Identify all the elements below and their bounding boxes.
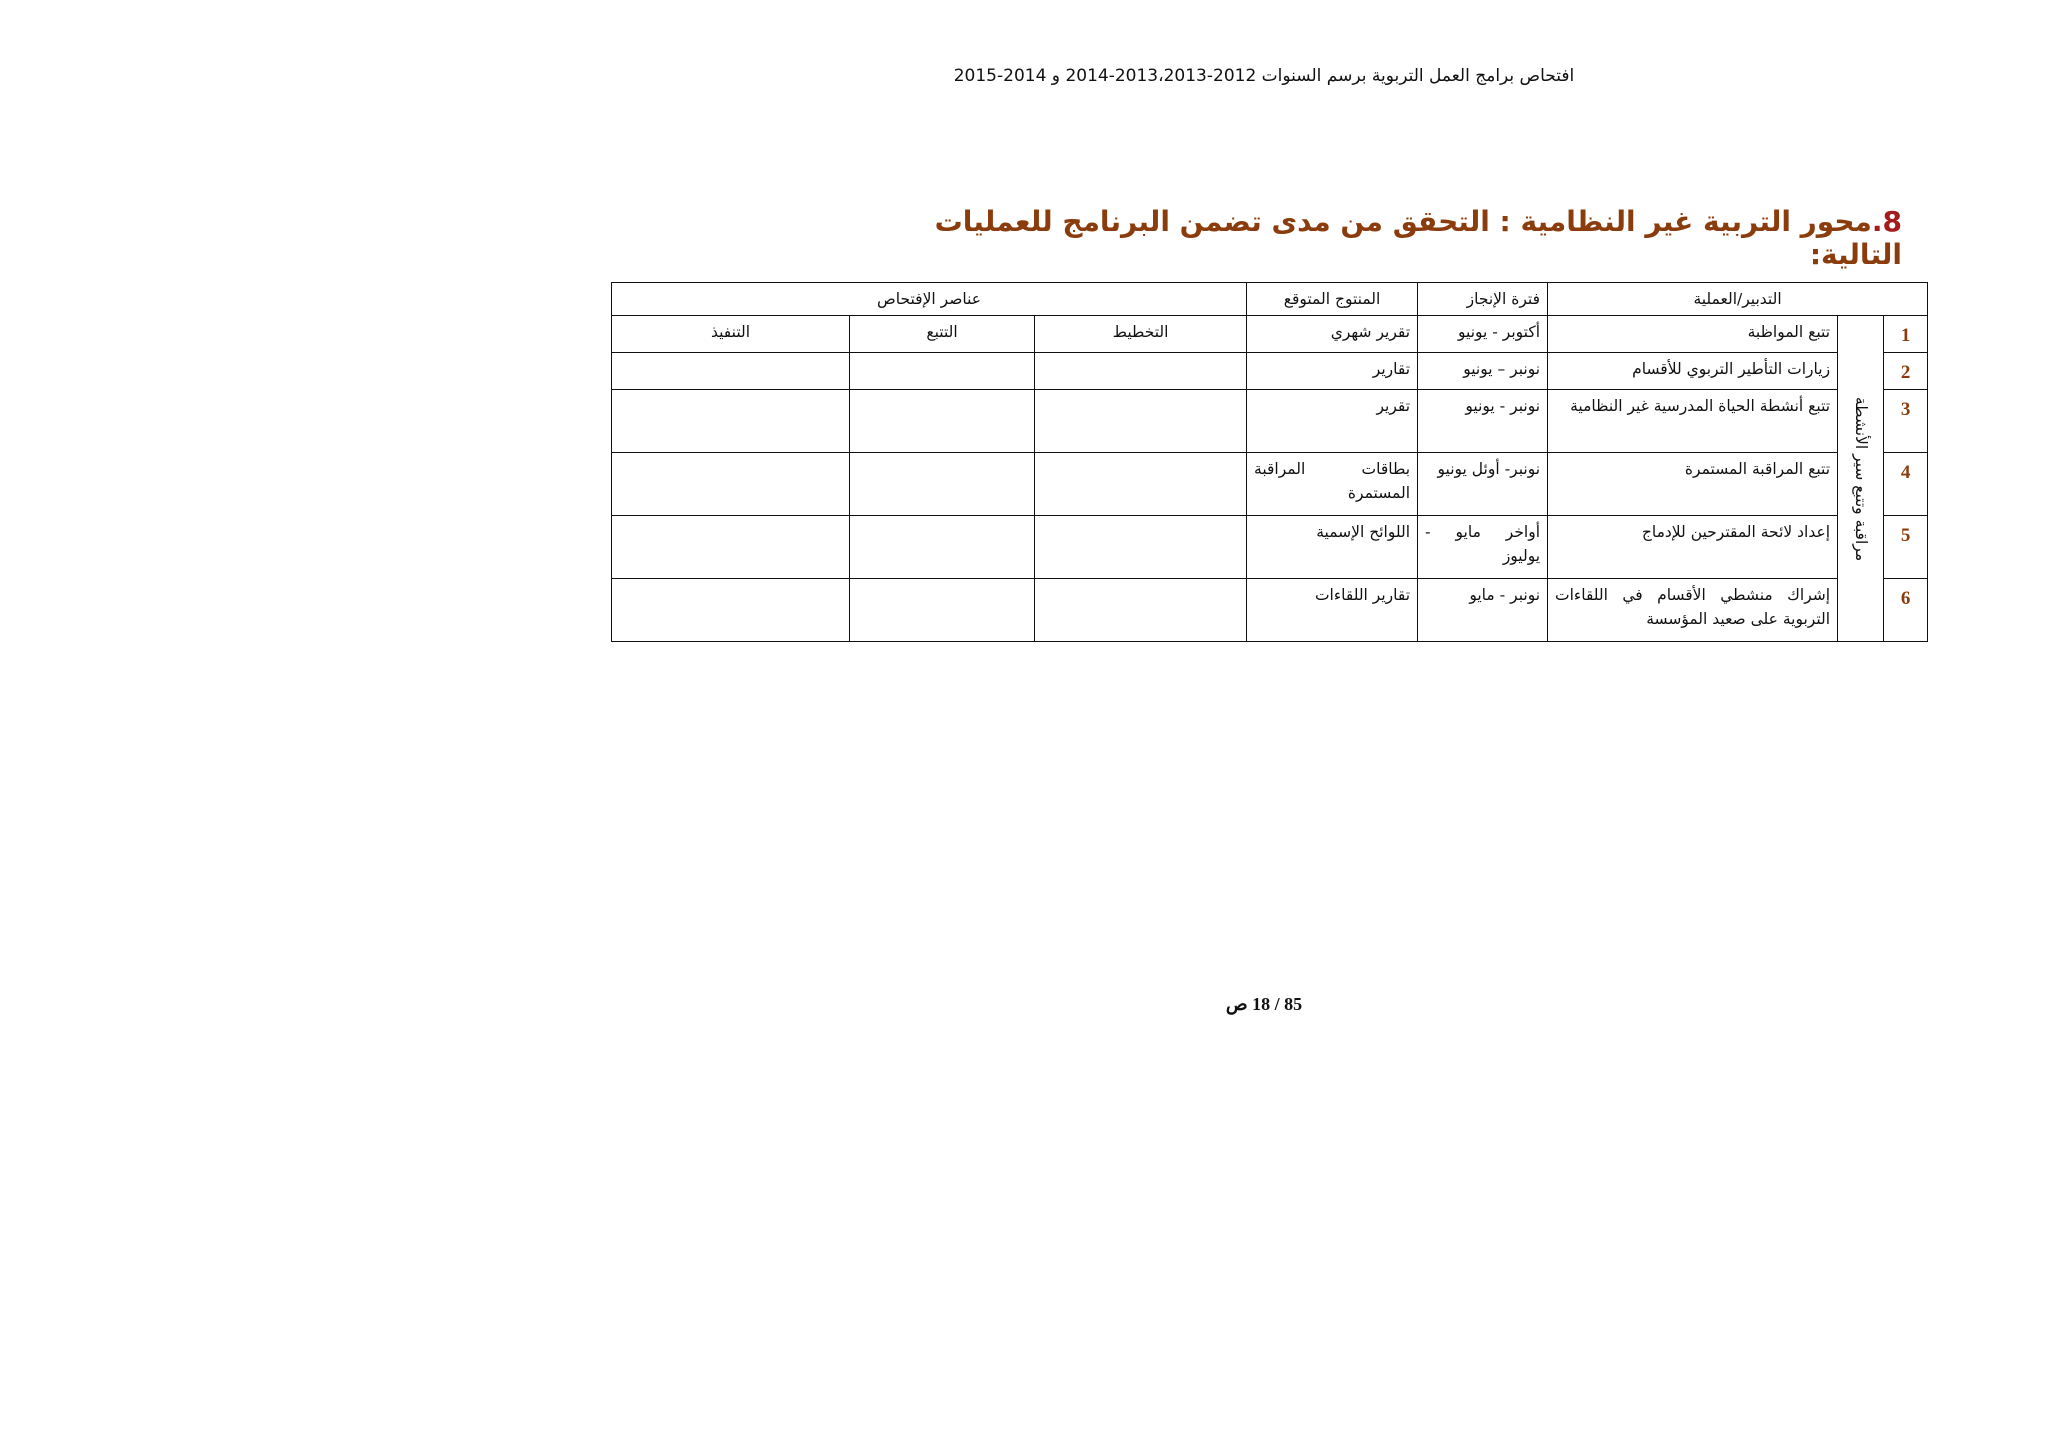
section-title-text: محور التربية غير النظامية : التحقق من مدى تضمن البرنامج للعمليات التالية: [934, 205, 1902, 271]
tracking-cell [850, 516, 1035, 579]
execution-cell [612, 516, 850, 579]
product-cell: تقرير شهري [1247, 316, 1418, 353]
product-cell: اللوائح الإسمية [1247, 516, 1418, 579]
period-cell: نونبر - يونيو [1418, 390, 1548, 453]
table-header-row [612, 283, 1928, 316]
operations-table [611, 282, 1928, 642]
period-cell: نونبر – يونيو [1418, 353, 1548, 390]
planning-cell [1035, 579, 1247, 642]
table-row [612, 353, 1928, 390]
header-period: فترة الإنجاز [1418, 283, 1548, 316]
planning-cell [1035, 390, 1247, 453]
tracking-cell [850, 353, 1035, 390]
page-header: افتحاص برامج العمل التربوية برسم السنوات 2012-2013،2013-2014 و 2014-2015 [953, 66, 1575, 86]
row-index: 6 [1884, 579, 1928, 642]
row-index: 5 [1884, 516, 1928, 579]
table-row [612, 453, 1928, 516]
group-label: مراقبة وتتبع سير الأنشطة [1851, 396, 1870, 561]
page-number: 85 / 18 ص [1225, 994, 1303, 1014]
header-operation: التدبير/العملية [1548, 283, 1928, 316]
tracking-cell [850, 453, 1035, 516]
header-execution: التنفيذ [612, 316, 850, 353]
planning-cell [1035, 516, 1247, 579]
operation-cell: تتبع أنشطة الحياة المدرسية غير النظامية [1548, 390, 1838, 453]
operation-cell: إعداد لائحة المقترحين للإدماج [1548, 516, 1838, 579]
period-cell: نونبر - مايو [1418, 579, 1548, 642]
row-index: 4 [1884, 453, 1928, 516]
operation-cell: تتبع المراقبة المستمرة [1548, 453, 1838, 516]
operation-cell: زيارات التأطير التربوي للأقسام [1548, 353, 1838, 390]
table-row [612, 316, 1928, 353]
row-index: 3 [1884, 390, 1928, 453]
operation-cell: إشراك منشطي الأقسام في اللقاءات التربوية على صعيد المؤسسة [1548, 579, 1838, 642]
planning-cell [1035, 353, 1247, 390]
section-number: 8. [1871, 205, 1902, 238]
row-index: 2 [1884, 353, 1928, 390]
row-index: 1 [1884, 316, 1928, 353]
tracking-cell [850, 390, 1035, 453]
planning-cell [1035, 453, 1247, 516]
operation-cell: تتبع المواظبة [1548, 316, 1838, 353]
execution-cell [612, 579, 850, 642]
header-tracking: التتبع [850, 316, 1035, 353]
product-cell: بطاقات المراقبة المستمرة [1247, 453, 1418, 516]
product-cell: تقارير [1247, 353, 1418, 390]
table-row [612, 390, 1928, 453]
period-cell: أكتوبر - يونيو [1418, 316, 1548, 353]
tracking-cell [850, 579, 1035, 642]
period-cell: نونبر- أوئل يونيو [1418, 453, 1548, 516]
group-label-cell [1838, 316, 1884, 642]
table-row [612, 516, 1928, 579]
product-cell: تقارير اللقاءات [1247, 579, 1418, 642]
header-planning: التخطيط [1035, 316, 1247, 353]
period-cell: أواخر مايو - يوليوز [1418, 516, 1548, 579]
header-audit-elements: عناصر الإفتحاص [612, 283, 1247, 316]
execution-cell [612, 390, 850, 453]
section-title [902, 205, 1902, 271]
header-product: المنتوج المتوقع [1247, 283, 1418, 316]
product-cell: تقرير [1247, 390, 1418, 453]
table-row [612, 579, 1928, 642]
execution-cell [612, 353, 850, 390]
execution-cell [612, 453, 850, 516]
